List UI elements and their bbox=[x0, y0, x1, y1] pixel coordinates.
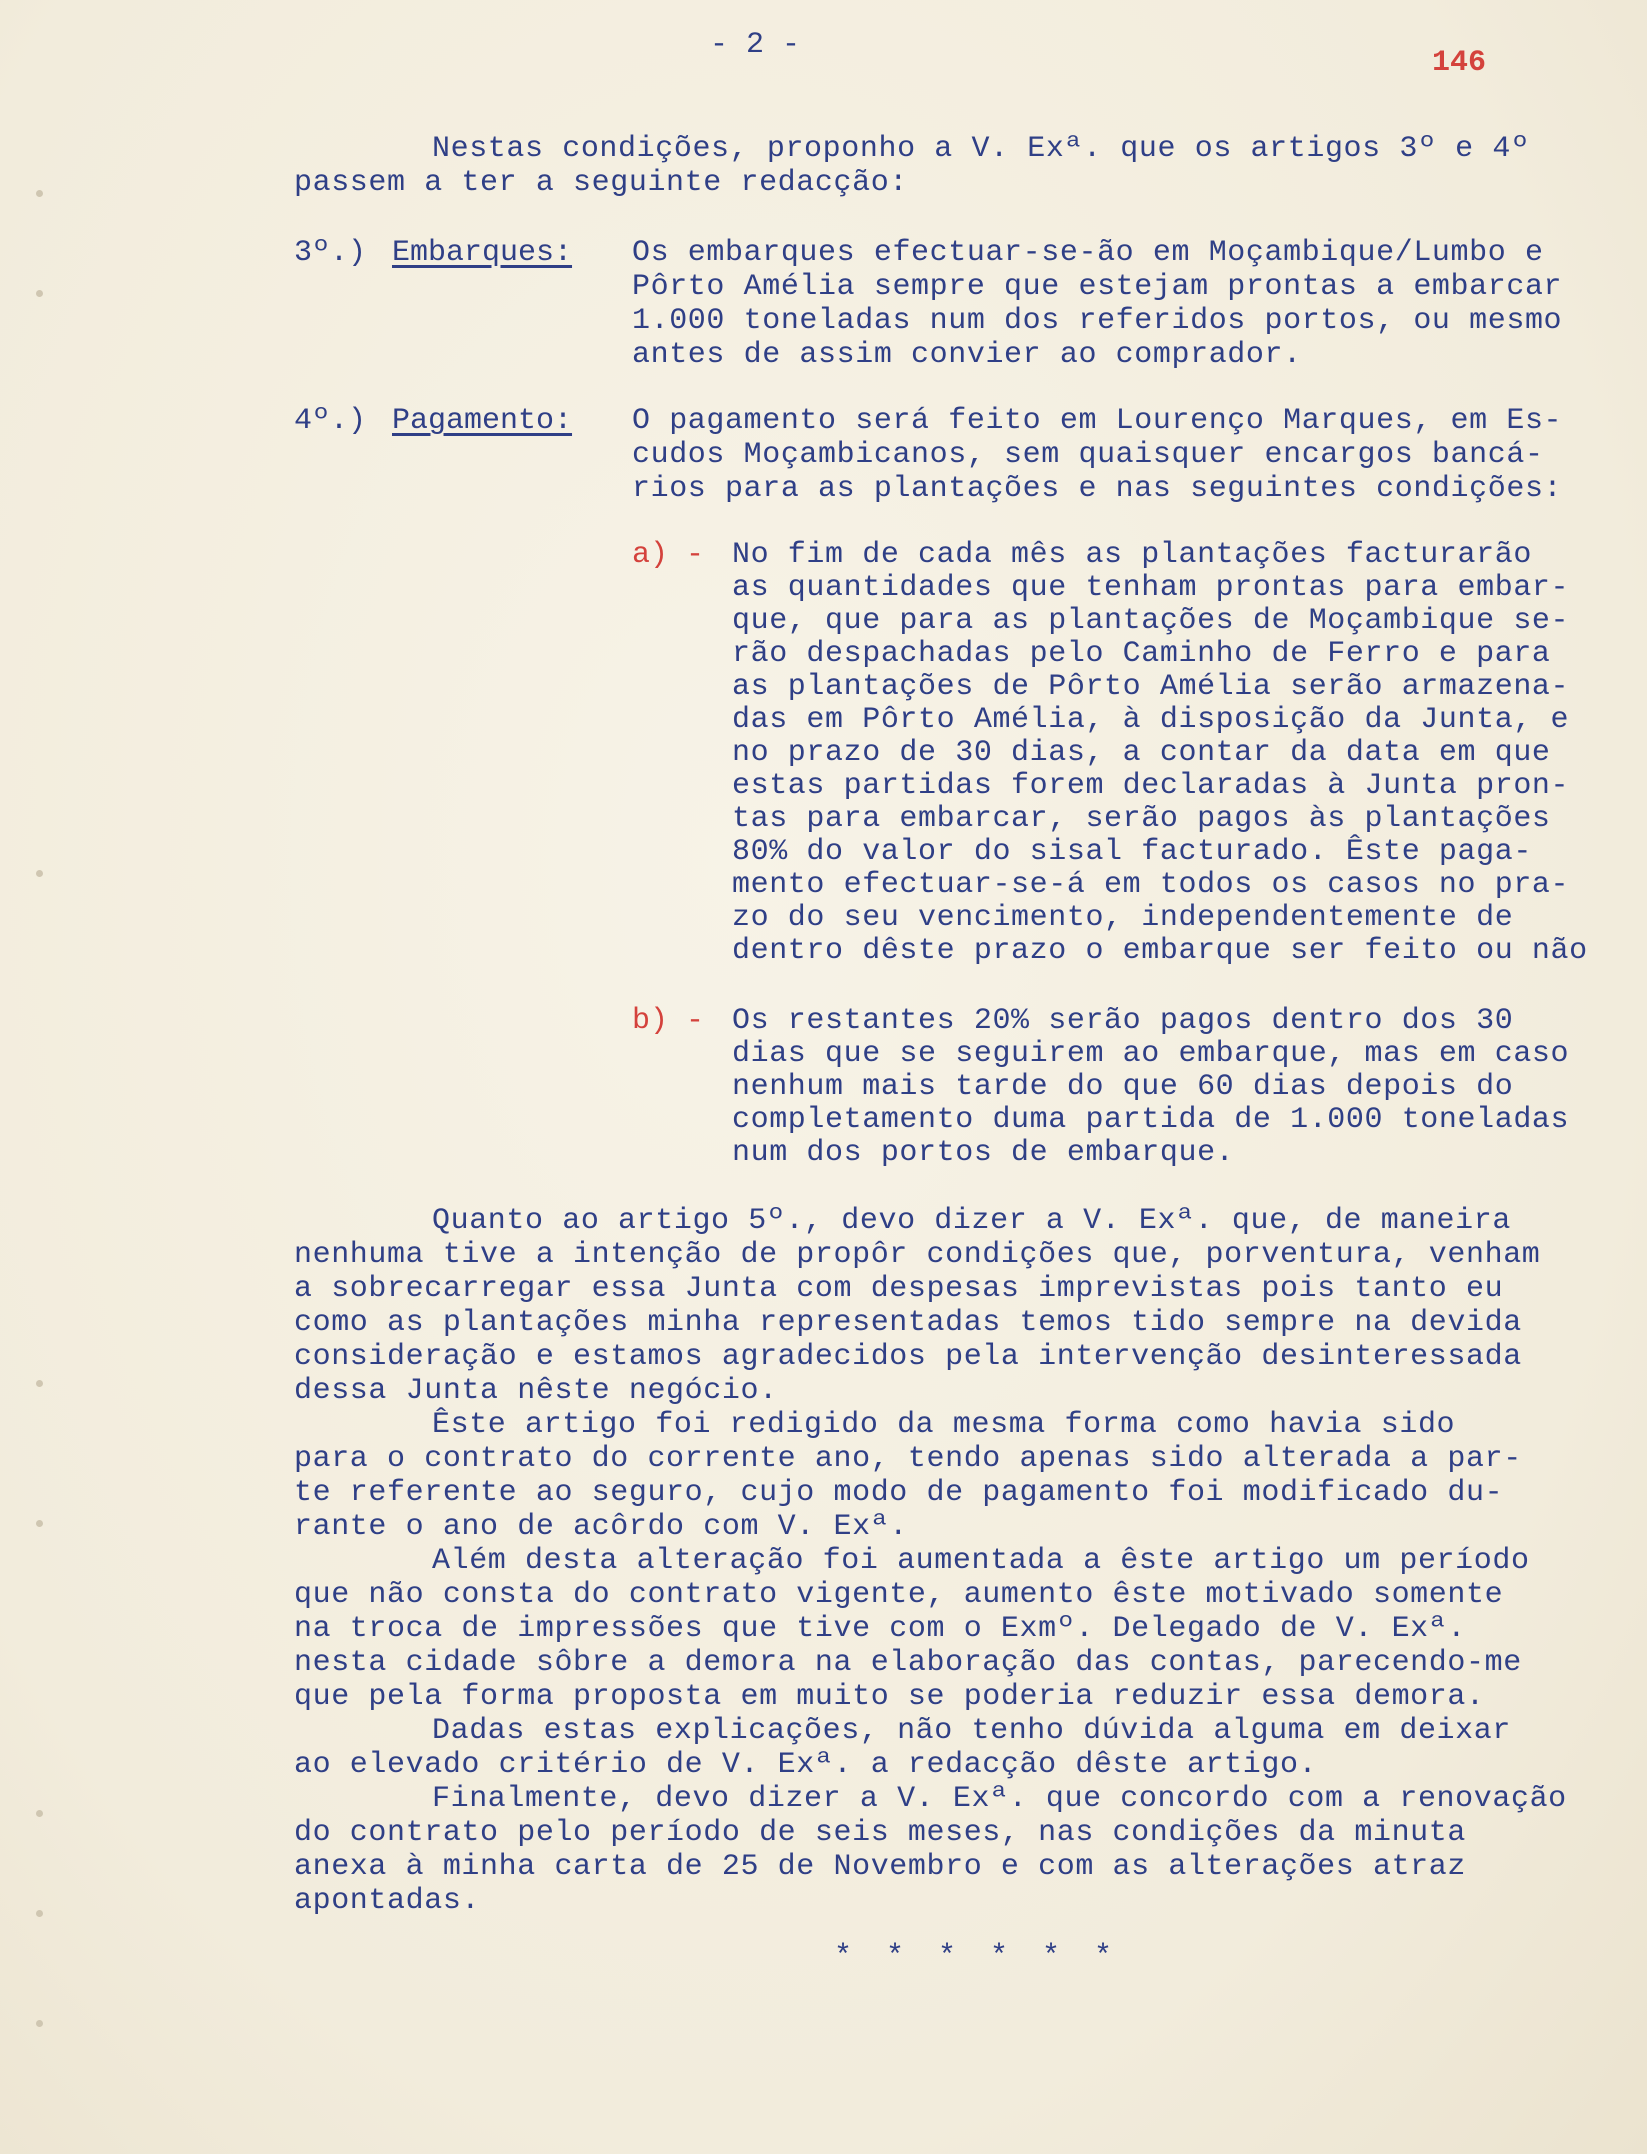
article-4-line: rios para as plantações e nas seguintes condições: bbox=[632, 472, 1563, 506]
closing-line: apontadas. bbox=[294, 1884, 481, 1918]
closing-line: que não consta do contrato vigente, aumento êste motivado somente bbox=[294, 1578, 1504, 1612]
closing-line: como as plantações minha representadas temos tido sempre na devida bbox=[294, 1306, 1522, 1340]
item-a-line: das em Pôrto Amélia, à disposição da Junta, e bbox=[732, 703, 1570, 737]
article-3-line: 1.000 toneladas num dos referidos portos, ou mesmo bbox=[632, 304, 1563, 338]
item-a-line: rão despachadas pelo Caminho de Ferro e para bbox=[732, 637, 1551, 671]
article-3-number: 3º.) bbox=[294, 236, 367, 270]
intro-line: Nestas condições, proponho a V. Exª. que os artigos 3º e 4º bbox=[432, 132, 1530, 166]
item-a-line: dentro dêste prazo o embarque ser feito ou não bbox=[732, 934, 1588, 968]
closing-line: nesta cidade sôbre a demora na elaboração das contas, parecendo-me bbox=[294, 1646, 1522, 1680]
closing-line: do contrato pelo período de seis meses, nas condições da minuta bbox=[294, 1816, 1466, 1850]
item-b-marker: b) - bbox=[632, 1004, 705, 1038]
item-a-marker: a) - bbox=[632, 538, 705, 572]
item-a-line: que, que para as plantações de Moçambique se- bbox=[732, 604, 1570, 638]
item-a-line: as quantidades que tenham prontas para embar- bbox=[732, 571, 1570, 605]
closing-line: que pela forma proposta em muito se poderia reduzir essa demora. bbox=[294, 1680, 1485, 1714]
article-4-line: cudos Moçambicanos, sem quaisquer encargos bancá- bbox=[632, 438, 1544, 472]
item-a-line: no prazo de 30 dias, a contar da data em que bbox=[732, 736, 1551, 770]
closing-line: Além desta alteração foi aumentada a êste artigo um período bbox=[432, 1544, 1530, 1578]
item-a-line: tas para embarcar, serão pagos às plantações bbox=[732, 802, 1551, 836]
article-3-line: antes de assim convier ao comprador. bbox=[632, 338, 1302, 372]
closing-line: na troca de impressões que tive com o Exmº. Delegado de V. Exª. bbox=[294, 1612, 1466, 1646]
closing-line: Dadas estas explicações, não tenho dúvida alguma em deixar bbox=[432, 1714, 1511, 1748]
folio-number: 146 bbox=[1432, 46, 1487, 80]
closing-line: dessa Junta nêste negócio. bbox=[294, 1374, 778, 1408]
item-b-line: dias que se seguirem ao embarque, mas em caso bbox=[732, 1037, 1570, 1071]
closing-line: a sobrecarregar essa Junta com despesas imprevistas pois tanto eu bbox=[294, 1272, 1504, 1306]
item-b-line: nenhum mais tarde do que 60 dias depois do bbox=[732, 1070, 1514, 1104]
item-a-line: zo do seu vencimento, independentemente de bbox=[732, 901, 1514, 935]
end-mark: * * * * * * bbox=[834, 1940, 1121, 1974]
closing-line: Êste artigo foi redigido da mesma forma como havia sido bbox=[432, 1408, 1456, 1442]
item-a-line: mento efectuar-se-á em todos os casos no pra- bbox=[732, 868, 1570, 902]
item-b-line: num dos portos de embarque. bbox=[732, 1136, 1235, 1170]
closing-line: consideração e estamos agradecidos pela intervenção desinteressada bbox=[294, 1340, 1522, 1374]
item-a-line: estas partidas forem declaradas à Junta pron- bbox=[732, 769, 1570, 803]
closing-line: nenhuma tive a intenção de propôr condições que, porventura, venham bbox=[294, 1238, 1541, 1272]
article-4-title: Pagamento: bbox=[392, 404, 573, 438]
item-a-line: as plantações de Pôrto Amélia serão armazena- bbox=[732, 670, 1570, 704]
closing-line: te referente ao seguro, cujo modo de pagamento foi modificado du- bbox=[294, 1476, 1504, 1510]
article-3-line: Pôrto Amélia sempre que estejam prontas a embarcar bbox=[632, 270, 1563, 304]
article-3-line: Os embarques efectuar-se-ão em Moçambique/Lumbo e bbox=[632, 236, 1544, 270]
closing-line: rante o ano de acôrdo com V. Exª. bbox=[294, 1510, 908, 1544]
item-b-line: Os restantes 20% serão pagos dentro dos 30 bbox=[732, 1004, 1514, 1038]
closing-line: Finalmente, devo dizer a V. Exª. que concordo com a renovação bbox=[432, 1782, 1567, 1816]
item-a-line: 80% do valor do sisal facturado. Êste paga- bbox=[732, 835, 1532, 869]
article-4-line: O pagamento será feito em Lourenço Marques, em Es- bbox=[632, 404, 1563, 438]
item-a-line: No fim de cada mês as plantações facturarão bbox=[732, 538, 1532, 572]
page-number: - 2 - bbox=[710, 28, 801, 62]
article-4-number: 4º.) bbox=[294, 404, 367, 438]
closing-line: anexa à minha carta de 25 de Novembro e com as alterações atraz bbox=[294, 1850, 1466, 1884]
closing-line: para o contrato do corrente ano, tendo apenas sido alterada a par- bbox=[294, 1442, 1522, 1476]
item-b-line: completamento duma partida de 1.000 toneladas bbox=[732, 1103, 1570, 1137]
closing-line: Quanto ao artigo 5º., devo dizer a V. Exª. que, de maneira bbox=[432, 1204, 1511, 1238]
closing-line: ao elevado critério de V. Exª. a redacção dêste artigo. bbox=[294, 1748, 1318, 1782]
intro-line: passem a ter a seguinte redacção: bbox=[294, 166, 908, 200]
article-3-title: Embarques: bbox=[392, 236, 573, 270]
